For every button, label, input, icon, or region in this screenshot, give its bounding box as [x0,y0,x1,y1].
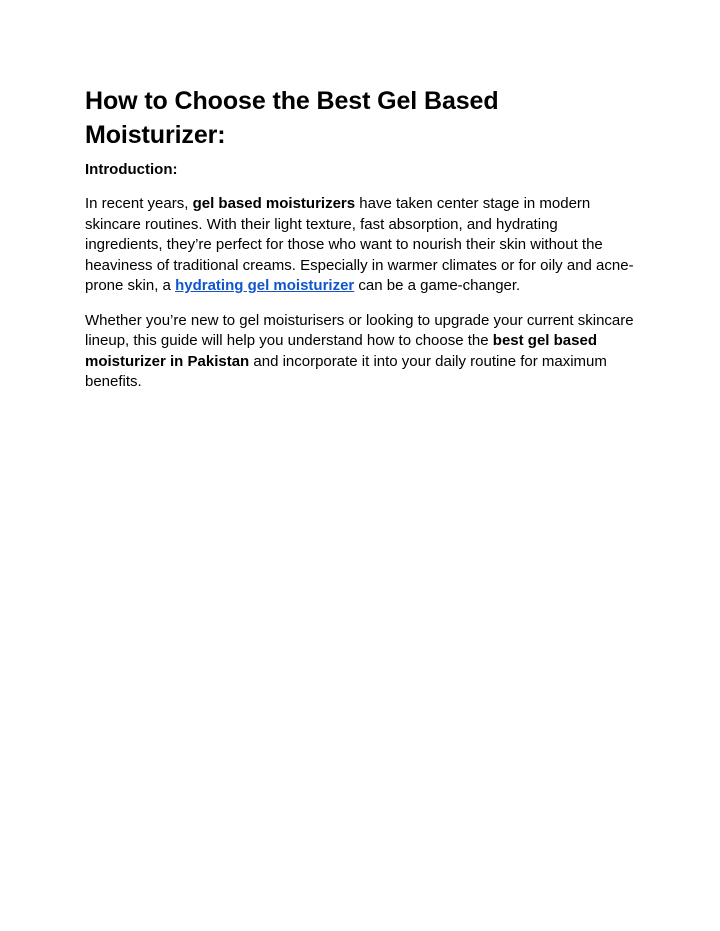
document-content [85,84,637,393]
intro-text-2: have taken center stage in modern skincare routines. With their light texture, fast absorption, and hydrating ingredients, they’re perfect for those who want to nourish their skin without the heaviness of traditional creams. Especially in warmer climates or for oily and acne-prone skin, a [85,195,634,294]
guide-paragraph [85,311,637,393]
intro-text-3: can be a game-changer. [354,277,521,294]
hydrating-gel-moisturizer-link[interactable]: hydrating gel moisturizer [175,277,355,294]
intro-text-1: In recent years, [85,195,193,212]
bold-phrase-best-gel-moisturizer: best gel based moisturizer in Pakistan [85,332,597,370]
intro-heading: Introduction: [85,161,178,178]
bold-phrase-gel-based-moisturizers: gel based moisturizers [192,195,356,212]
guide-text-2: and incorporate it into your daily routine for maximum benefits. [85,352,607,390]
page-title: How to Choose the Best Gel Based Moisturizer: [85,87,499,149]
guide-text-1: Whether you’re new to gel moisturisers or looking to upgrade your current skincare lineup, this guide will help you understand how to choose the [85,311,634,349]
intro-paragraph [85,194,637,297]
